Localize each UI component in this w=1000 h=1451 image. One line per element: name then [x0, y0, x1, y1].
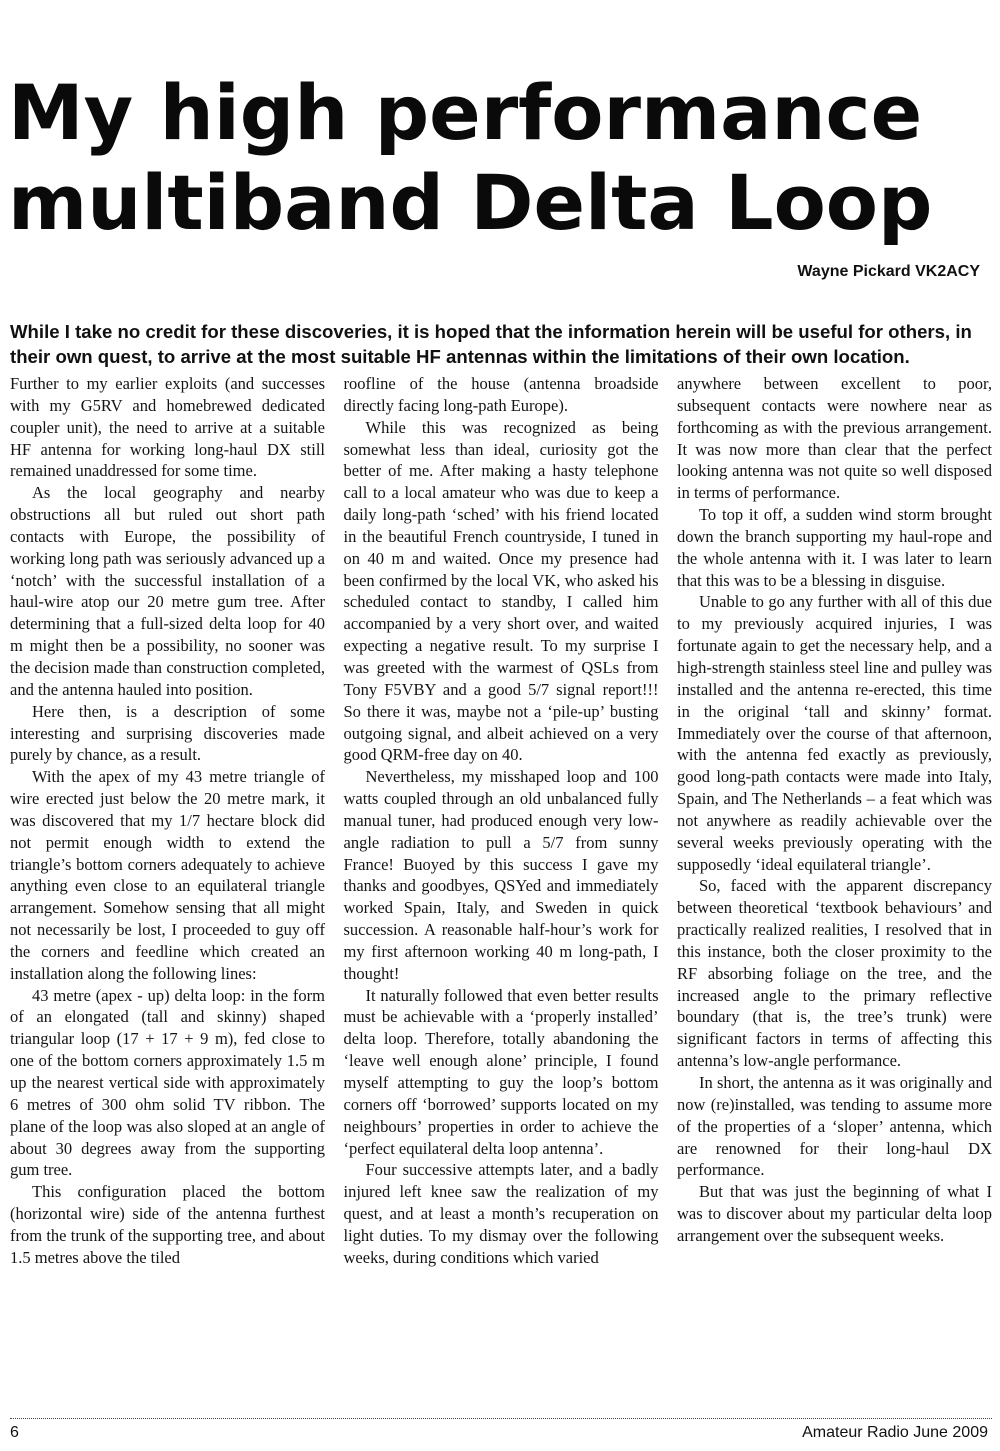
paragraph: Here then, is a description of some interesting and surprising discoveries made purely by chance, as a result.	[10, 701, 325, 765]
paragraph: Unable to go any further with all of this due to my previously acquired injuries, I was fortunate again to get the necessary help, and a high-strength stainless steel line and pulley was installed and the antenna re-erected, this time in the original ‘tall and skinny’ format. Immediately over the course of that afternoon, with the antenna fed exactly as previously, good long-path contacts were made into Italy, Spain, and The Netherlands – a feat which was not anywhere as readily achievable over the several weeks previously operating with the supposedly ‘ideal equilateral triangle’.	[677, 592, 992, 874]
paragraph: But that was just the beginning of what I was to discover about my particular delta loop arrangement over the subsequent weeks.	[677, 1182, 992, 1245]
article-title	[8, 68, 988, 248]
article-intro: While I take no credit for these discoveries, it is hoped that the information herein will be useful for others, in their own quest, to arrive at the most suitable HF antennas within the limitations of their own location.	[10, 321, 972, 367]
article-body	[10, 373, 992, 1403]
paragraph: So, faced with the apparent discrepancy between theoretical ‘textbook behaviours’ and practically realized realities, I resolved that in this instance, both the closer proximity to the RF absorbing foliage on the tree, and the increased angle to the primary reflective boundary (that is, the tree’s trunk) were significant factors in terms of affecting this antenna’s low-angle performance.	[677, 876, 992, 1071]
paragraph: Further to my earlier exploits (and successes with my G5RV and homebrewed dedicated coupler unit), the need to arrive at a suitable HF antenna for working long-haul DX still remained unaddressed for some time.	[10, 374, 325, 481]
paragraph: As the local geography and nearby obstructions all but ruled out short path contacts with Europe, the possibility of working long path was seriously advanced up a ‘notch’ with the successful installation of a haul-wire atop our 20 metre gum tree. After determining that a full-sized delta loop for 40 m might then be a possibility, no sooner was the decision made than construction completed, and the antenna hauled into position.	[10, 483, 325, 699]
article-title-line-2: multiband Delta Loop	[8, 158, 933, 247]
author-byline: Wayne Pickard VK2ACY	[797, 263, 980, 280]
paragraph: This configuration placed the bottom (horizontal wire) side of the antenna furthest from the trunk of the supporting tree, and about 1.5 metres above the tiled	[10, 1182, 325, 1267]
paragraph: anywhere between excellent to poor, subsequent contacts were nowhere near as forthcoming as with the previous arrangement. It was now more than clear that the perfect looking antenna was not quite so well disposed in terms of performance.	[677, 374, 992, 503]
text-column-2	[344, 373, 659, 1403]
publication-footer: Amateur Radio June 2009	[802, 1424, 988, 1441]
paragraph: roofline of the house (antenna broadside directly facing long-path Europe).	[343, 374, 659, 415]
page-number: 6	[10, 1424, 19, 1441]
text-column-3	[677, 373, 992, 1403]
footer-divider	[10, 1418, 992, 1419]
paragraph: Four successive attempts later, and a badly injured left knee saw the realization of my quest, and at least a month’s recuperation on light duties. To my dismay over the following weeks, during conditions which varied	[343, 1160, 659, 1267]
paragraph: With the apex of my 43 metre triangle of wire erected just below the 20 metre mark, it was discovered that my 1/7 hectare block did not permit enough width to extend the triangle’s bottom corners adequately to achieve anything even close to an equilateral triangle arrangement. Somehow sensing that all might not necessarily be lost, I proceeded to guy off the corners and feedline which created an installation along the following lines:	[10, 767, 325, 983]
paragraph: To top it off, a sudden wind storm brought down the branch supporting my haul-rope and the whole antenna with it. I was later to learn that this was to be a blessing in disguise.	[677, 505, 992, 590]
article-title-line-1: My high performance	[8, 68, 923, 157]
paragraph: While this was recognized as being somewhat less than ideal, curiosity got the better of me. After making a hasty telephone call to a local amateur who was due to keep a daily long-path ‘sched’ with his friend located in the beautiful French countryside, I tuned in on 40 m and waited. Once my presence had been confirmed by the local VK, who asked his scheduled contact to standby, I called him accompanied by a very short over, and waited expecting a negative result. To my surprise I was greeted with the warmest of QSLs from Tony F5VBY and a good 5/7 signal report!!! So there it was, maybe not a ‘pile-up’ busting outgoing signal, and albeit achieved on a very good QRM-free day on 40.	[343, 417, 659, 765]
paragraph: In short, the antenna as it was originally and now (re)installed, was tending to assume more of the properties of a ‘sloper’ antenna, which are renowned for their long-haul DX performance.	[677, 1073, 992, 1180]
paragraph: Nevertheless, my misshaped loop and 100 watts coupled through an old unbalanced fully manual tuner, had produced enough very low-angle radiation to pull a 5/7 from sunny France! Buoyed by this success I gave my thanks and goodbyes, QSYed and immediately worked Spain, Italy, and Sweden in quick succession. A reasonable half-hour’s work for my first afternoon working 40 m long-path, I thought!	[343, 767, 659, 983]
paragraph: 43 metre (apex - up) delta loop: in the form of an elongated (tall and skinny) shaped triangular loop (17 + 17 + 9 m), fed close to one of the bottom corners approximately 1.5 m up the nearest vertical side with approximately 6 metres of 300 ohm solid TV ribbon. The plane of the loop was also sloped at an angle of about 30 degrees away from the supporting gum tree.	[10, 985, 325, 1180]
paragraph: It naturally followed that even better results must be achievable with a ‘properly installed’ delta loop. Therefore, totally abandoning the ‘leave well enough alone’ principle, I found myself attempting to guy the loop’s bottom corners off ‘borrowed’ supports located on my neighbours’ properties in order to achieve the ‘perfect equilateral delta loop antenna’.	[343, 985, 659, 1158]
text-column-1	[10, 373, 325, 1403]
